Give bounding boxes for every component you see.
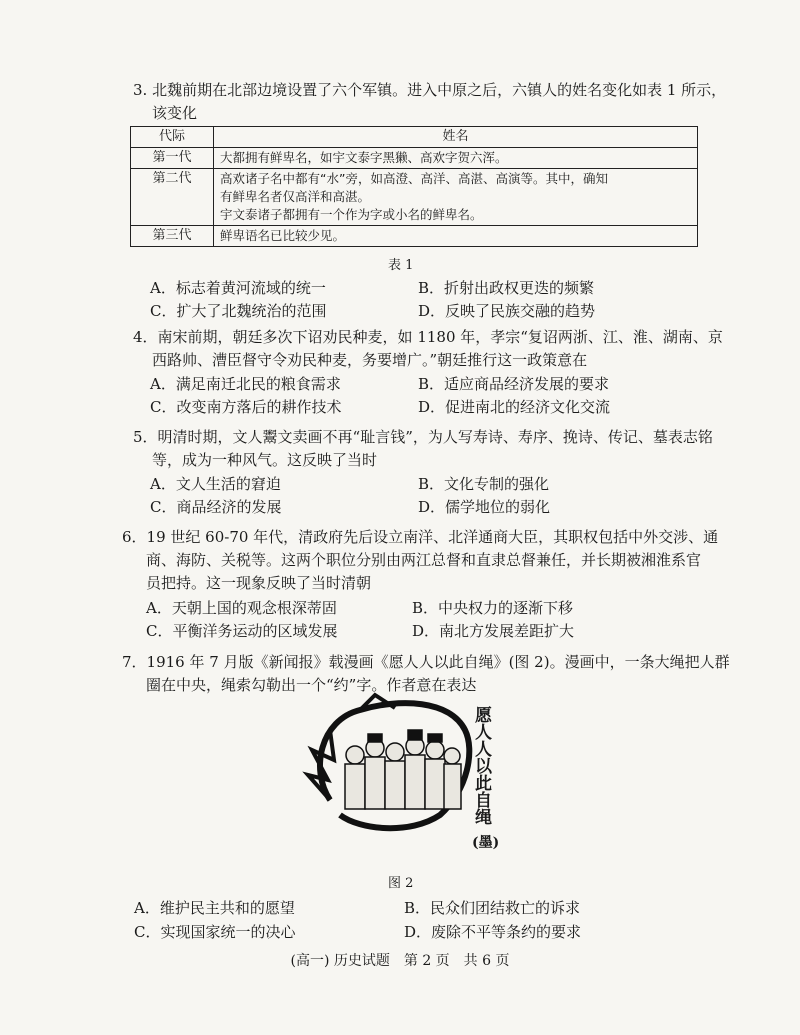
table-cell-era: 第一代 — [131, 148, 214, 169]
q6-stem-line2: 商、海防、关税等。这两个职位分别由两江总督和直隶总督兼任，并长期被湘淮系官 — [146, 551, 702, 569]
q4-option-a[interactable]: A．满足南迁北民的粮食需求 — [150, 375, 341, 393]
q5-stem-line1: 5．明清时期，文人鬻文卖画不再“耻言钱”，为人写寿诗、寿序、挽诗、传记、墓表志铭 — [133, 428, 713, 446]
table-row — [131, 148, 698, 169]
table-cell-era: 第三代 — [131, 226, 214, 247]
cartoon-seal: (墨) — [472, 835, 500, 851]
q6-stem-line1: 6．19 世纪 60-70 年代，清政府先后设立南洋、北洋通商大臣，其职权包括中外交涉、通 — [122, 528, 719, 546]
q5-option-b[interactable]: B．文化专制的强化 — [418, 475, 550, 493]
q5-stem-line2: 等，成为一种风气。这反映了当时 — [152, 451, 378, 469]
cartoon-illustration — [300, 690, 530, 840]
table-cell-era: 第二代 — [131, 169, 214, 226]
q7-stem-line2: 圈在中央，绳索勾勒出一个“约”字。作者意在表达 — [146, 676, 477, 694]
q6-option-d[interactable]: D．南北方发展差距扩大 — [412, 622, 575, 640]
q4-stem-line2: 西路帅、漕臣督守令劝民种麦，务要增广。”朝廷推行这一政策意在 — [152, 351, 588, 369]
table-cell-names — [214, 148, 698, 169]
q4-option-d[interactable]: D．促进南北的经济文化交流 — [418, 398, 611, 416]
q6-option-b[interactable]: B．中央权力的逐渐下移 — [412, 599, 574, 617]
q4-option-b[interactable]: B．适应商品经济发展的要求 — [418, 375, 610, 393]
q5-option-d[interactable]: D．儒学地位的弱化 — [418, 498, 551, 516]
page-footer: (高一) 历史试题 第 2 页 共 6 页 — [290, 953, 510, 969]
table-cell-line: 有鲜卑名者仅高洋和高湛。 — [220, 189, 371, 204]
table-cell-line: 鲜卑语名已比较少见。 — [220, 228, 346, 243]
q3-stem-line2: 该变化 — [152, 104, 198, 122]
crowd-icon — [345, 730, 461, 809]
q3-stem-line1: 3. 北魏前期在北部边境设置了六个军镇。进入中原之后，六镇人的姓名变化如表 1 所示， — [133, 81, 727, 99]
q5-option-c[interactable]: C．商品经济的发展 — [150, 498, 282, 516]
table-cell-line: 高欢诸子名中都有“水”旁，如高澄、高洋、高湛、高演等。其中，确知 — [220, 171, 608, 186]
table-caption: 表 1 — [388, 258, 414, 273]
q3-option-d[interactable]: D．反映了民族交融的趋势 — [418, 302, 596, 320]
q7-option-c[interactable]: C．实现国家统一的决心 — [134, 923, 296, 941]
q6-option-c[interactable]: C．平衡洋务运动的区域发展 — [146, 622, 338, 640]
table-cell-line: 宇文泰诸子都拥有一个作为字或小名的鲜卑名。 — [220, 207, 483, 222]
table-header-row — [131, 127, 698, 148]
table-row — [131, 226, 698, 247]
q7-option-b[interactable]: B．民众们团结救亡的诉求 — [404, 899, 581, 917]
q3-option-b[interactable]: B．折射出政权更迭的频繁 — [418, 279, 595, 297]
table-row — [131, 169, 698, 226]
table-cell-names — [214, 226, 698, 247]
rope-tail-icon — [308, 730, 334, 800]
q3-option-a[interactable]: A．标志着黄河流域的统一 — [150, 279, 326, 297]
q7-option-a[interactable]: A．维护民主共和的愿望 — [134, 899, 295, 917]
q4-stem-line1: 4．南宋前期，朝廷多次下诏劝民种麦，如 1180 年，孝宗“复诏两浙、江、淮、湖南、京 — [133, 328, 723, 346]
figure-caption: 图 2 — [388, 876, 414, 891]
table-1 — [130, 126, 698, 247]
cartoon-title: 愿人人以此自绳 — [471, 706, 491, 825]
q6-stem-line3: 员把持。这一现象反映了当时清朝 — [146, 574, 372, 592]
q7-stem-line1: 7．1916 年 7 月版《新闻报》载漫画《愿人人以此自绳》(图 2)。漫画中，一条大绳把人群 — [122, 653, 730, 671]
q6-option-a[interactable]: A．天朝上国的观念根深蒂固 — [146, 599, 337, 617]
q5-option-a[interactable]: A．文人生活的窘迫 — [150, 475, 281, 493]
table-head-era: 代际 — [131, 127, 214, 148]
q3-option-c[interactable]: C．扩大了北魏统治的范围 — [150, 302, 327, 320]
table-cell-line: 大都拥有鲜卑名，如宇文泰字黑獭、高欢字贺六浑。 — [220, 150, 508, 165]
q4-option-c[interactable]: C．改变南方落后的耕作技术 — [150, 398, 342, 416]
table-cell-names — [214, 169, 698, 226]
q7-option-d[interactable]: D．废除不平等条约的要求 — [404, 923, 582, 941]
table-head-name: 姓名 — [214, 127, 698, 148]
